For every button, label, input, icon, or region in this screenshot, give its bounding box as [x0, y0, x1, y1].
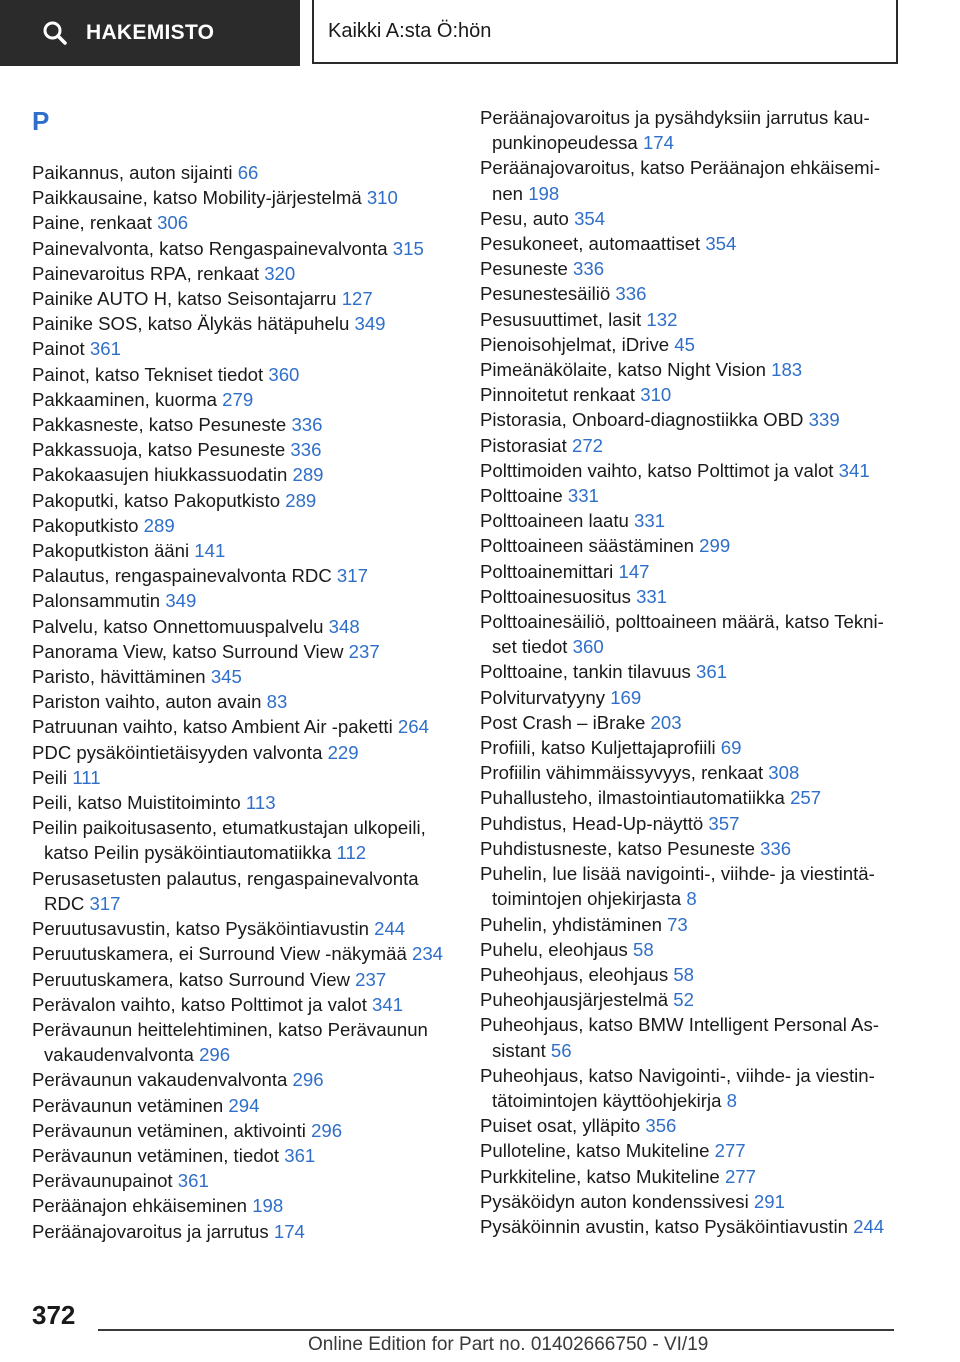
index-entry: [32, 236, 452, 261]
index-entry-text: Puiset osat, ylläpito: [480, 1115, 641, 1137]
index-entry-text: Puheohjausjärjestelmä: [480, 989, 669, 1011]
index-entry-text: Peräänajovaroitus, katso Peräänajon ehkäiseminen: [480, 157, 881, 204]
index-entry-page-link[interactable]: 111: [72, 766, 101, 788]
index-entry-page-link[interactable]: 66: [237, 162, 259, 183]
index-entry-text: Paine, renkaat: [32, 212, 152, 234]
index-entry: [32, 765, 452, 790]
index-entry-page-link[interactable]: 348: [328, 615, 360, 637]
index-entry-text: Pakoputkiston ääni: [32, 540, 190, 562]
index-entry-page-link[interactable]: 296: [199, 1044, 231, 1066]
index-entry: [480, 710, 900, 735]
index-entry: [480, 231, 900, 256]
index-entry-text: Polttimoiden vaihto, katso Polttimot ja valot: [480, 459, 834, 481]
index-entry: [32, 614, 452, 639]
index-entry-text: Puhdistus, Head-Up-näyttö: [480, 812, 704, 834]
index-entry: [480, 206, 900, 231]
index-entry-page-link[interactable]: 354: [574, 207, 606, 229]
index-entry: [480, 1138, 900, 1163]
index-entry-text: Palonsammutin: [32, 590, 161, 612]
section-tab-label: Kaikki A:sta Ö:hön: [328, 19, 492, 42]
index-entry-page-link[interactable]: 289: [285, 489, 317, 511]
index-entry-page-link[interactable]: 174: [273, 1220, 305, 1242]
index-entry-text: Perävaunun vetäminen: [32, 1094, 224, 1116]
index-entry-text: Polviturvatyyny: [480, 686, 606, 708]
index-entry: [32, 740, 452, 765]
index-entry: [480, 937, 900, 962]
index-entry-page-link[interactable]: 174: [642, 132, 674, 154]
index-entry-text: Polttoaineen laatu: [480, 510, 629, 532]
index-entry-text: Peruutusavustin, katso Pysäköintiavustin: [32, 918, 369, 940]
index-entry: [480, 912, 900, 937]
index-entry-page-link[interactable]: 132: [646, 308, 678, 330]
index-entry-page-link[interactable]: 277: [724, 1165, 756, 1187]
index-entry-page-link[interactable]: 279: [222, 388, 254, 410]
index-entry: [32, 362, 452, 387]
index-entry-text: Perävalon vaihto, katso Polttimot ja valot: [32, 993, 367, 1015]
index-entry-page-link[interactable]: 83: [266, 691, 288, 713]
index-entry-page-link[interactable]: 349: [354, 313, 386, 335]
index-entry: [32, 513, 452, 538]
index-entry: [480, 433, 900, 458]
index-entry: [480, 785, 900, 810]
index-entry-text: Painevalvonta, katso Rengaspainevalvonta: [32, 237, 388, 259]
index-entry-text: Puheohjaus, katso BMW Intelligent Personal Assistant: [480, 1014, 879, 1061]
index-entry-text: Peili: [32, 766, 68, 788]
footer-divider: [98, 1329, 894, 1331]
index-entry: [480, 307, 900, 332]
index-entry: [32, 185, 452, 210]
index-entry-text: Painevaroitus RPA, renkaat: [32, 262, 260, 284]
index-entry-page-link[interactable]: 198: [252, 1195, 284, 1217]
index-entry: [32, 462, 452, 487]
index-entry: [480, 1063, 900, 1113]
index-entry-text: Perävaunun vetäminen, aktivointi: [32, 1119, 306, 1141]
index-entry-text: Perävaunun vetäminen, tiedot: [32, 1144, 280, 1166]
index-entry: [480, 760, 900, 785]
index-entry: [480, 407, 900, 432]
index-entry: [32, 588, 452, 613]
index-entry-text: Profiilin vähimmäissyvyys, renkaat: [480, 762, 764, 784]
index-entry-page-link[interactable]: 310: [366, 187, 398, 209]
index-entry: [32, 210, 452, 235]
index-entry-text: Painike SOS, katso Älykäs hätäpuhelu: [32, 313, 350, 335]
index-entry-page-link[interactable]: 56: [550, 1039, 572, 1061]
index-entry-page-link[interactable]: 336: [615, 283, 647, 305]
index-entry-page-link[interactable]: 336: [291, 414, 323, 436]
index-entry: [480, 458, 900, 483]
page-number: 372: [32, 1300, 76, 1330]
index-entry-text: Polttoaineen säästäminen: [480, 535, 694, 557]
index-entry: [32, 639, 452, 664]
index-entry-text: Peili, katso Muistitoiminto: [32, 792, 241, 814]
index-entry: [32, 714, 452, 739]
index-entry-page-link[interactable]: 237: [348, 640, 380, 662]
index-entry-text: Puhallusteho, ilmastointiautomatiikka: [480, 787, 785, 809]
index-entry: [480, 1012, 900, 1062]
index-entry-page-link[interactable]: 336: [760, 837, 792, 859]
index-entry: [32, 941, 452, 966]
index-entry: [480, 987, 900, 1012]
index-entry-page-link[interactable]: 360: [572, 636, 604, 658]
index-entry-text: PDC pysäköintietäisyyden valvonta: [32, 741, 323, 763]
index-entry-text: Painot, katso Tekniset tiedot: [32, 363, 264, 385]
index-entry-text: Pimeänäkölaite, katso Night Vision: [480, 359, 766, 381]
index-entry-page-link[interactable]: 315: [392, 237, 424, 259]
index-entry-text: Peräänajovaroitus ja jarrutus: [32, 1220, 269, 1242]
index-entry: [32, 1219, 452, 1244]
index-entry-text: Polttoaine: [480, 485, 563, 507]
index-entry-page-link[interactable]: 361: [284, 1144, 316, 1166]
index-entry-text: Pistorasiat: [480, 434, 567, 456]
index-entry-page-link[interactable]: 320: [264, 262, 296, 284]
index-entry-page-link[interactable]: 73: [667, 913, 688, 935]
index-entry-page-link[interactable]: 349: [165, 590, 197, 612]
index-entry-page-link[interactable]: 112: [336, 842, 367, 864]
index-entry: [480, 382, 900, 407]
index-entry: [32, 488, 452, 513]
index-entry-page-link[interactable]: 203: [650, 711, 682, 733]
index-entry-page-link[interactable]: 272: [571, 434, 604, 456]
index-entry: [32, 1093, 452, 1118]
index-entry-page-link[interactable]: 289: [143, 514, 175, 536]
index-entry-page-link[interactable]: 306: [157, 212, 189, 234]
index-entry: [480, 332, 900, 357]
index-entry-text: Pesu, auto: [480, 207, 569, 229]
index-entry: [32, 387, 452, 412]
index-entry-page-link[interactable]: 169: [610, 686, 642, 708]
footer-edition-text: Online Edition for Part no. 01402666750 - VI/19: [308, 1334, 709, 1355]
index-entry: [480, 1164, 900, 1189]
index-entry-page-link[interactable]: 308: [768, 762, 800, 784]
index-entry: [480, 962, 900, 987]
index-entry: [32, 689, 452, 714]
index-entry-text: Peilin paikoitusasento, etumatkustajan ulkopeili, katso Peilin pysäköintiautomatiikka: [32, 817, 426, 864]
index-entry-text: Peruutuskamera, ei Surround View -näkymää: [32, 943, 407, 965]
index-entry-page-link[interactable]: 317: [89, 892, 121, 914]
index-entry-page-link[interactable]: 296: [311, 1119, 343, 1141]
index-entry-page-link[interactable]: 141: [194, 540, 226, 562]
index-entry-text: Profiili, katso Kuljettajaprofiili: [480, 737, 716, 759]
index-entry-page-link[interactable]: 52: [673, 989, 694, 1011]
index-entry: [32, 815, 452, 865]
index-entry-page-link[interactable]: 361: [696, 661, 728, 683]
index-entry-text: Paikannus, auton sijainti: [32, 162, 233, 183]
index-entry: [480, 281, 900, 306]
index-entry-page-link[interactable]: 354: [705, 233, 737, 255]
index-entry: [480, 483, 900, 508]
index-entry-page-link[interactable]: 331: [567, 485, 599, 507]
index-entry-text: Pienoisohjelmat, iDrive: [480, 333, 670, 355]
index-entry-text: Puhelin, lue lisää navigointi-, viihde- ja viestintätoimintojen ohjekirjasta: [480, 863, 875, 910]
index-entry-page-link[interactable]: 317: [336, 565, 368, 587]
index-entry-text: Polttoainemittari: [480, 560, 614, 582]
index-entry-text: Purkkiteline, katso Mukiteline: [480, 1165, 720, 1187]
index-entry-page-link[interactable]: 257: [790, 787, 822, 809]
index-entry-text: Pariston vaihto, auton avain: [32, 691, 262, 713]
index-entry: [480, 1214, 900, 1239]
index-entry-text: Puhdistusneste, katso Pesuneste: [480, 837, 755, 859]
index-entry-page-link[interactable]: 291: [753, 1190, 785, 1212]
index-entry-page-link[interactable]: 45: [674, 333, 695, 355]
index-entry: [32, 1067, 452, 1092]
index-entry-text: Panorama View, katso Surround View: [32, 640, 344, 662]
index-entry-text: Peruutuskamera, katso Surround View: [32, 968, 350, 990]
index-entry-text: Pakkassuoja, katso Pesuneste: [32, 439, 286, 461]
index-entry-page-link[interactable]: 356: [645, 1115, 677, 1137]
index-entry: [480, 1189, 900, 1214]
index-entry-text: Puheohjaus, eleohjaus: [480, 963, 669, 985]
index-entry-text: Pesukoneet, automaattiset: [480, 233, 701, 255]
index-entry-text: Peräänajovaroitus ja pysähdyksiin jarrutus kaupunkinopeudessa: [480, 107, 870, 154]
index-entry: [480, 659, 900, 684]
index-entry-text: Pakokaasujen hiukkassuodatin: [32, 464, 288, 486]
index-entry-page-link[interactable]: 331: [636, 585, 668, 607]
index-entry-page-link[interactable]: 299: [699, 535, 731, 557]
index-entry: [32, 412, 452, 437]
index-entry: [480, 584, 900, 609]
index-entry-text: Puheohjaus, katso Navigointi-, viihde- ja viestintätoimintojen käyttöohjekirja: [480, 1064, 875, 1111]
index-entry-page-link[interactable]: 8: [726, 1089, 737, 1111]
index-entry-page-link[interactable]: 69: [720, 737, 742, 759]
index-entry: [480, 735, 900, 760]
index-tab[interactable]: [0, 0, 300, 66]
index-entry: [32, 1143, 452, 1168]
index-entry-text: Pakoputki, katso Pakoputkisto: [32, 489, 281, 511]
index-entry-page-link[interactable]: 229: [327, 741, 359, 763]
index-entry: [32, 1193, 452, 1218]
index-entry-page-link[interactable]: 58: [673, 963, 695, 985]
index-entry: [480, 256, 900, 281]
index-entry-text: Pakkaaminen, kuorma: [32, 388, 217, 410]
index-entry-text: Polttoaine, tankin tilavuus: [480, 661, 691, 683]
index-entry-page-link[interactable]: 357: [708, 812, 740, 834]
index-entry: [32, 261, 452, 286]
index-entry: [480, 533, 900, 558]
index-entry-text: Pesuneste: [480, 258, 568, 280]
index-entry-page-link[interactable]: 339: [808, 409, 840, 431]
index-entry-text: Patruunan vaihto, katso Ambient Air -paketti: [32, 716, 393, 738]
index-entry: [32, 563, 452, 588]
index-entry-page-link[interactable]: 147: [618, 560, 650, 582]
index-entry: [32, 336, 452, 361]
index-entry-text: Palvelu, katso Onnettomuuspalvelu: [32, 615, 324, 637]
index-entry-page-link[interactable]: 296: [292, 1069, 324, 1091]
index-entry-page-link[interactable]: 331: [634, 510, 666, 532]
index-entry-page-link[interactable]: 361: [89, 338, 121, 360]
index-entry-page-link[interactable]: 8: [686, 888, 697, 910]
index-entry: [32, 967, 452, 992]
index-entry-text: Pysäköidyn auton kondenssivesi: [480, 1190, 749, 1212]
index-entry-text: Pulloteline, katso Mukiteline: [480, 1140, 710, 1162]
index-entry: [480, 836, 900, 861]
index-letter-heading: P: [32, 106, 50, 136]
index-entry: [480, 357, 900, 382]
index-entry-page-link[interactable]: 183: [771, 359, 803, 381]
index-tab-label: HAKEMISTO: [86, 21, 215, 44]
index-entry: [32, 664, 452, 689]
index-entry-text: Perävaunupainot: [32, 1170, 173, 1192]
index-entry-page-link[interactable]: 113: [245, 792, 276, 814]
index-entry: [480, 861, 900, 911]
index-entry-text: Pysäköinnin avustin, katso Pysäköintiavustin: [480, 1215, 848, 1237]
index-entry-page-link[interactable]: 310: [640, 384, 672, 406]
index-entry-page-link[interactable]: 277: [714, 1140, 746, 1162]
index-entry-page-link[interactable]: 345: [210, 666, 242, 688]
header-bar: [0, 0, 960, 66]
index-entry-page-link[interactable]: 341: [838, 459, 870, 481]
index-entry: [32, 1118, 452, 1143]
index-entry-page-link[interactable]: 237: [355, 968, 387, 990]
index-entry: [32, 866, 452, 916]
index-entry-text: Pakkasneste, katso Pesuneste: [32, 414, 287, 436]
index-entry: [480, 1113, 900, 1138]
index-entry-page-link[interactable]: 264: [397, 716, 429, 738]
index-entry: [480, 105, 900, 155]
index-entry: [32, 790, 452, 815]
index-entry-text: Perävaunun vakaudenvalvonta: [32, 1069, 288, 1091]
index-entry-text: Puhelin, yhdistäminen: [480, 913, 662, 935]
index-entry: [32, 992, 452, 1017]
index-column-left: [32, 160, 452, 1244]
index-entry: [32, 437, 452, 462]
index-entry-page-link[interactable]: 127: [341, 288, 373, 310]
index-entry-text: Paikkausaine, katso Mobility-järjestelmä: [32, 187, 362, 209]
index-entry: [480, 559, 900, 584]
index-entry: [480, 609, 900, 659]
index-entry-text: Perävaunun heittelehtiminen, katso Perävaunun vakaudenvalvonta: [32, 1018, 428, 1066]
index-entry-text: Peräänajon ehkäiseminen: [32, 1195, 248, 1217]
index-entry-text: Puhelu, eleohjaus: [480, 938, 628, 960]
index-entry: [32, 1017, 452, 1067]
index-entry-text: Pesunestesäiliö: [480, 283, 611, 305]
index-entry-page-link[interactable]: 294: [228, 1094, 260, 1116]
index-entry-page-link[interactable]: 198: [528, 182, 560, 204]
index-entry-page-link[interactable]: 234: [412, 943, 444, 965]
index-entry: [480, 155, 900, 205]
section-tab[interactable]: [312, 0, 898, 64]
index-entry-text: Post Crash – iBrake: [480, 711, 646, 733]
index-entry: [480, 811, 900, 836]
index-entry-page-link[interactable]: 244: [374, 918, 406, 940]
index-entry-page-link[interactable]: 360: [268, 363, 300, 385]
index-entry: [32, 1168, 452, 1193]
index-entry-page-link[interactable]: 58: [633, 938, 654, 960]
index-entry-text: Pinnoitetut renkaat: [480, 384, 636, 406]
index-entry-page-link[interactable]: 244: [853, 1215, 885, 1237]
index-entry-page-link[interactable]: 336: [290, 439, 322, 461]
index-entry: [32, 286, 452, 311]
search-icon: [42, 20, 68, 46]
index-entry: [480, 508, 900, 533]
index-entry-text: Paristo, hävittäminen: [32, 666, 206, 688]
index-entry: [32, 311, 452, 336]
index-entry-page-link[interactable]: 336: [573, 258, 605, 280]
index-entry-page-link[interactable]: 341: [372, 993, 404, 1015]
index-entry-text: Perusasetusten palautus, rengaspainevalvonta RDC: [32, 867, 419, 914]
index-entry-page-link[interactable]: 289: [292, 464, 324, 486]
index-column-right: [480, 105, 900, 1239]
index-entry-text: Pistorasia, Onboard-diagnostiikka OBD: [480, 409, 804, 431]
index-entry: [32, 160, 452, 185]
index-entry-text: Painot: [32, 338, 85, 360]
index-entry: [480, 685, 900, 710]
index-entry-text: Painike AUTO H, katso Seisontajarru: [32, 288, 337, 310]
index-entry-text: Polttoainesäiliö, polttoaineen määrä, katso Tekniset tiedot: [480, 611, 884, 658]
index-entry-text: Polttoainesuositus: [480, 585, 631, 607]
index-entry-text: Pesusuuttimet, lasit: [480, 308, 642, 330]
index-entry-text: Pakoputkisto: [32, 514, 139, 536]
index-entry: [32, 538, 452, 563]
index-entry-page-link[interactable]: 361: [177, 1170, 209, 1192]
index-entry: [32, 916, 452, 941]
index-entry-text: Palautus, rengaspainevalvonta RDC: [32, 565, 332, 587]
